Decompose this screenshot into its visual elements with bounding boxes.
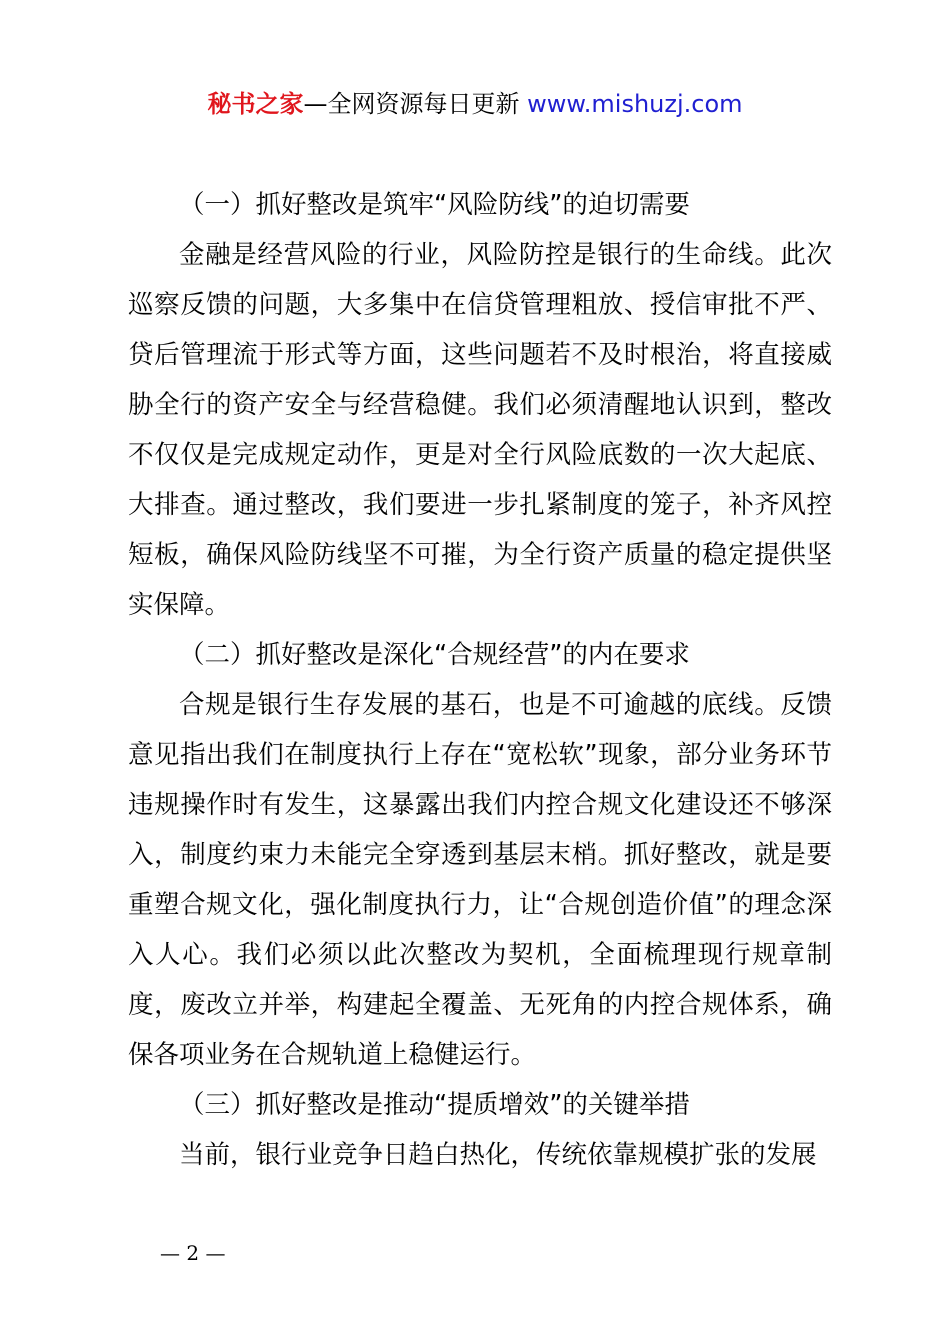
document-body — [128, 180, 832, 1180]
section-heading-2: （二）抓好整改是深化“合规经营”的内在要求 — [179, 640, 690, 670]
paragraph-3: 当前，银行业竞争日趋白热化，传统依靠规模扩张的发展 — [179, 1140, 817, 1170]
paragraph-2: 合规是银行生存发展的基石，也是不可逾越的底线。反馈意见指出我们在制度执行上存在“宽松软”现象，部分业务环节违规操作时有发生，这暴露出我们内控合规文化建设还不够深入，制度约束力未能完全穿透到基层末梢。抓好整改，就是要重塑合规文化，强化制度执行力，让“合规创造价值”的理念深入人心。我们必须以此次整改为契机，全面梳理现行规章制度，废改立并举，构建起全覆盖、无死角的内控合规体系，确保各项业务在合规轨道上稳健运行。 — [128, 690, 832, 1070]
paragraph-1: 金融是经营风险的行业，风险防控是银行的生命线。此次巡察反馈的问题，大多集中在信贷管理粗放、授信审批不严、贷后管理流于形式等方面，这些问题若不及时根治，将直接威胁全行的资产安全与经营稳健。我们必须清醒地认识到，整改不仅仅是完成规定动作，更是对全行风险底数的一次大起底、大排查。通过整改，我们要进一步扎紧制度的笼子，补齐风控短板，确保风险防线坚不可摧，为全行资产质量的稳定提供坚实保障。 — [128, 240, 832, 620]
header-slogan: —全网资源每日更新 — [303, 90, 520, 118]
section-heading-3: （三）抓好整改是推动“提质增效”的关键举措 — [179, 1090, 690, 1120]
site-header — [0, 86, 950, 122]
page-number: — 2 — — [160, 1241, 226, 1265]
section-heading-1: （一）抓好整改是筑牢“风险防线”的迫切需要 — [179, 190, 690, 220]
site-url-link[interactable]: www.mishuzj.com — [527, 90, 743, 118]
brand-name: 秘书之家 — [207, 90, 304, 118]
